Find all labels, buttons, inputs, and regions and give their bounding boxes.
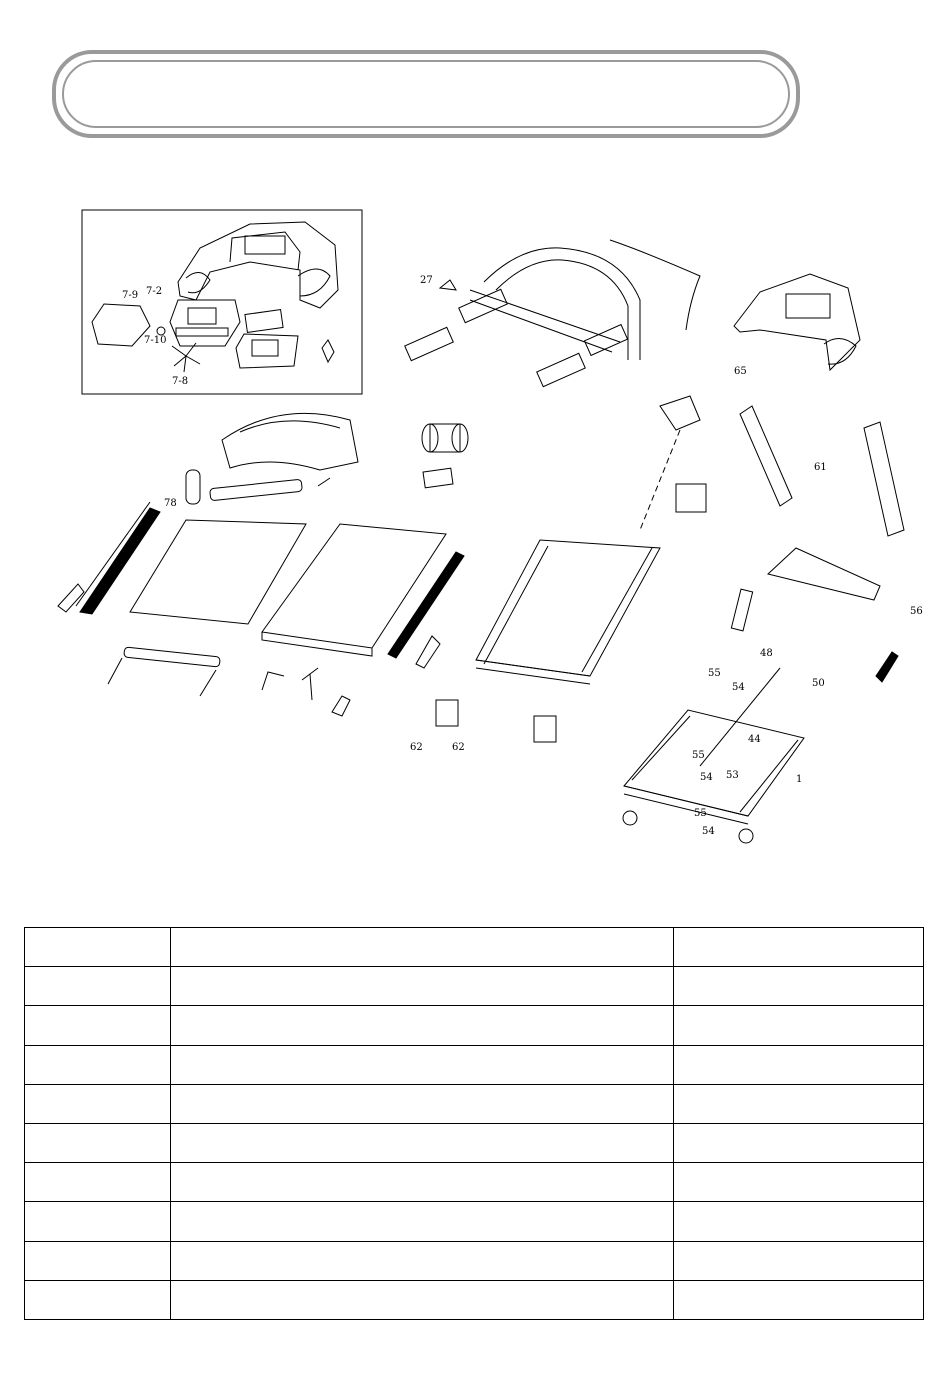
table-cell — [25, 1241, 171, 1280]
table-cell — [25, 1163, 171, 1202]
front-roller — [210, 478, 330, 501]
wire-harness — [172, 343, 200, 372]
display-board — [236, 334, 298, 368]
table-row — [25, 1163, 924, 1202]
wheel-right — [739, 829, 753, 843]
belt-pulley — [186, 470, 200, 504]
motor — [422, 424, 468, 452]
parts-list-table — [24, 927, 924, 1320]
main-frame — [476, 540, 660, 684]
table-cell — [674, 1280, 924, 1319]
table-row — [25, 1123, 924, 1162]
left-side-rail — [76, 502, 160, 614]
console-label-plate — [245, 310, 283, 333]
grip-sleeves — [405, 289, 628, 386]
callout-55-a: 55 — [708, 668, 721, 679]
upright-left — [740, 406, 792, 506]
callout-54-b: 54 — [700, 772, 713, 783]
table-header-cell — [25, 928, 171, 967]
table-cell — [171, 1163, 674, 1202]
callout-54-c: 54 — [702, 826, 715, 837]
right-console-assembly — [734, 274, 860, 370]
table-cell — [171, 1006, 674, 1045]
callout-48: 48 — [760, 648, 773, 659]
feet — [436, 700, 556, 742]
cable-tie — [876, 652, 898, 682]
callout-7-8: 7-8 — [172, 376, 189, 387]
table-cell — [674, 1202, 924, 1241]
handlebar-end-cap — [440, 280, 456, 290]
callout-55-b: 55 — [692, 750, 705, 761]
base-frame — [624, 668, 804, 824]
lift-link-dashed — [640, 430, 680, 530]
table-cell — [674, 1241, 924, 1280]
motor-controller — [423, 468, 453, 488]
crossbar — [768, 548, 880, 600]
table-cell — [674, 1123, 924, 1162]
callout-7-2: 7-2 — [146, 286, 163, 297]
running-deck-edge — [262, 632, 372, 656]
callout-55-c: 55 — [694, 808, 707, 819]
table-row — [25, 1241, 924, 1280]
table-row — [25, 967, 924, 1006]
motor-hood — [222, 413, 358, 470]
table-cell — [25, 1045, 171, 1084]
callout-1: 1 — [796, 774, 803, 785]
table-cell — [171, 1280, 674, 1319]
table-header-cell — [171, 928, 674, 967]
handrail-cable — [610, 240, 700, 330]
table-cell — [674, 967, 924, 1006]
right-rail-end-cap — [416, 636, 440, 668]
table-cell — [171, 1241, 674, 1280]
console-assembly-drawing — [178, 222, 338, 308]
callout-50: 50 — [812, 678, 825, 689]
handlebar-frame — [470, 248, 640, 360]
upright-right — [864, 422, 904, 536]
table-cell — [674, 1045, 924, 1084]
console-button — [157, 327, 165, 335]
callout-labels — [122, 275, 923, 837]
table-cell — [171, 1123, 674, 1162]
table-row — [25, 1202, 924, 1241]
callout-62-a: 62 — [410, 742, 423, 753]
post-tube — [731, 589, 752, 631]
callout-53: 53 — [726, 770, 739, 781]
table-header-row — [25, 928, 924, 967]
callout-44: 44 — [748, 734, 761, 745]
table-row — [25, 1006, 924, 1045]
running-deck-board — [262, 524, 446, 648]
table-cell — [25, 1280, 171, 1319]
callout-78: 78 — [164, 498, 177, 509]
tools — [262, 668, 350, 716]
table-row — [25, 1280, 924, 1319]
table-cell — [25, 1202, 171, 1241]
table-cell — [171, 1084, 674, 1123]
overlay-sticker — [92, 304, 150, 346]
table-cell — [25, 1084, 171, 1123]
table-cell — [25, 1006, 171, 1045]
console-overlay-panel — [170, 300, 240, 346]
table-cell — [674, 1163, 924, 1202]
table-cell — [674, 1006, 924, 1045]
left-rail-end-cap — [58, 584, 84, 612]
table-cell — [171, 1045, 674, 1084]
wheel-left — [623, 811, 637, 825]
callout-65: 65 — [734, 366, 747, 377]
callout-54-a: 54 — [732, 682, 745, 693]
callout-7-10: 7-10 — [144, 335, 167, 346]
lift-motor — [660, 396, 706, 512]
table-header-cell — [674, 928, 924, 967]
rear-roller — [108, 647, 220, 696]
table-cell — [674, 1084, 924, 1123]
table-cell — [25, 967, 171, 1006]
table-cell — [171, 1202, 674, 1241]
table-cell — [25, 1123, 171, 1162]
callout-61: 61 — [814, 462, 827, 473]
table-row — [25, 1045, 924, 1084]
table-cell — [171, 967, 674, 1006]
clip-part — [322, 340, 334, 362]
table-row — [25, 1084, 924, 1123]
callout-27: 27 — [420, 275, 433, 286]
callout-62-b: 62 — [452, 742, 465, 753]
callout-7-9: 7-9 — [122, 290, 139, 301]
callout-56: 56 — [910, 606, 923, 617]
